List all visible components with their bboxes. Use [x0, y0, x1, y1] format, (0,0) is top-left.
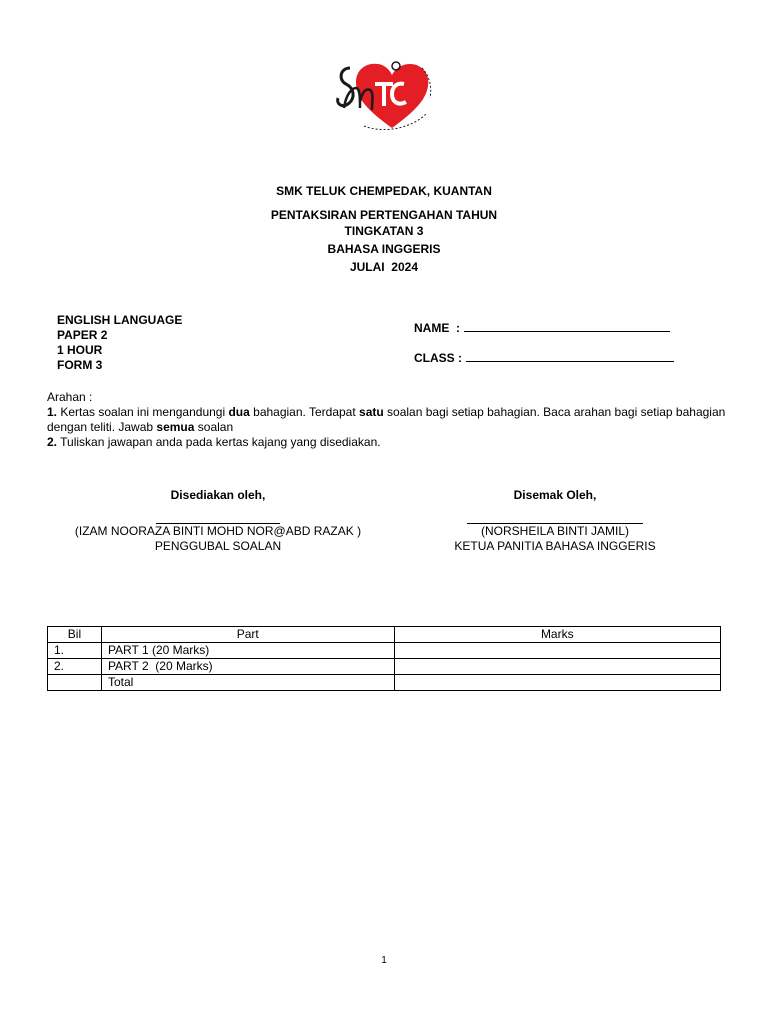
name-label: NAME :: [414, 321, 460, 335]
checked-by-label: Disemak Oleh,: [513, 488, 597, 502]
row-bil: 2.: [48, 659, 102, 675]
row-part: PART 1 (20 Marks): [101, 643, 394, 659]
table-row: [48, 675, 721, 691]
prepared-by-label: Disediakan oleh,: [170, 488, 266, 502]
paper-subject: ENGLISH LANGUAGE: [57, 313, 183, 327]
checked-by-name: (NORSHEILA BINTI JAMIL): [480, 524, 630, 538]
row-bil: [48, 675, 102, 691]
row-marks[interactable]: [394, 675, 720, 691]
table-row: [48, 659, 721, 675]
prepared-by-name: (IZAM NOORAZA BINTI MOHD NOR@ABD RAZAK ): [74, 524, 362, 538]
paper-form: FORM 3: [57, 358, 103, 372]
name-field[interactable]: [414, 321, 670, 335]
exam-date: JULAI 2024: [349, 260, 419, 274]
exam-title: PENTAKSIRAN PERTENGAHAN TAHUN: [270, 208, 498, 222]
paper-number: PAPER 2: [57, 328, 108, 342]
instruction-item-2: 2. Tuliskan jawapan anda pada kertas kajang yang disediakan.: [47, 435, 381, 449]
marks-table: [47, 626, 721, 691]
header-part: Part: [101, 627, 394, 643]
instructions: [47, 390, 727, 450]
exam-subject: BAHASA INGGERIS: [327, 242, 441, 256]
paper-info: [57, 313, 182, 373]
paper-duration: 1 HOUR: [57, 343, 103, 357]
prepared-by-block: [68, 488, 368, 554]
class-blank[interactable]: [466, 351, 674, 362]
row-marks[interactable]: [394, 659, 720, 675]
checked-by-role: KETUA PANITIA BAHASA INGGERIS: [454, 539, 656, 553]
row-bil: 1.: [48, 643, 102, 659]
row-part: PART 2 (20 Marks): [101, 659, 394, 675]
header-bil: Bil: [48, 627, 102, 643]
school-logo: [334, 58, 434, 130]
checked-by-block: [405, 488, 705, 554]
table-row: [48, 643, 721, 659]
row-part: Total: [101, 675, 394, 691]
school-name: SMK TELUK CHEMPEDAK, KUANTAN: [276, 184, 492, 198]
row-marks[interactable]: [394, 643, 720, 659]
class-label: CLASS :: [414, 351, 462, 365]
instructions-heading: Arahan :: [47, 390, 93, 404]
table-header-row: [48, 627, 721, 643]
header-marks: Marks: [394, 627, 720, 643]
page-number: 1: [381, 955, 387, 966]
exam-level: TINGKATAN 3: [344, 224, 424, 238]
name-blank[interactable]: [464, 321, 670, 332]
instruction-item-1: 1. Kertas soalan ini mengandungi dua bahagian. Terdapat satu soalan bagi setiap bahagian. Baca arahan bagi setiap bahagian dengan teliti. Jawab semua soalan: [47, 405, 726, 434]
prepared-by-role: PENGGUBAL SOALAN: [154, 539, 282, 553]
class-field[interactable]: [414, 351, 674, 365]
